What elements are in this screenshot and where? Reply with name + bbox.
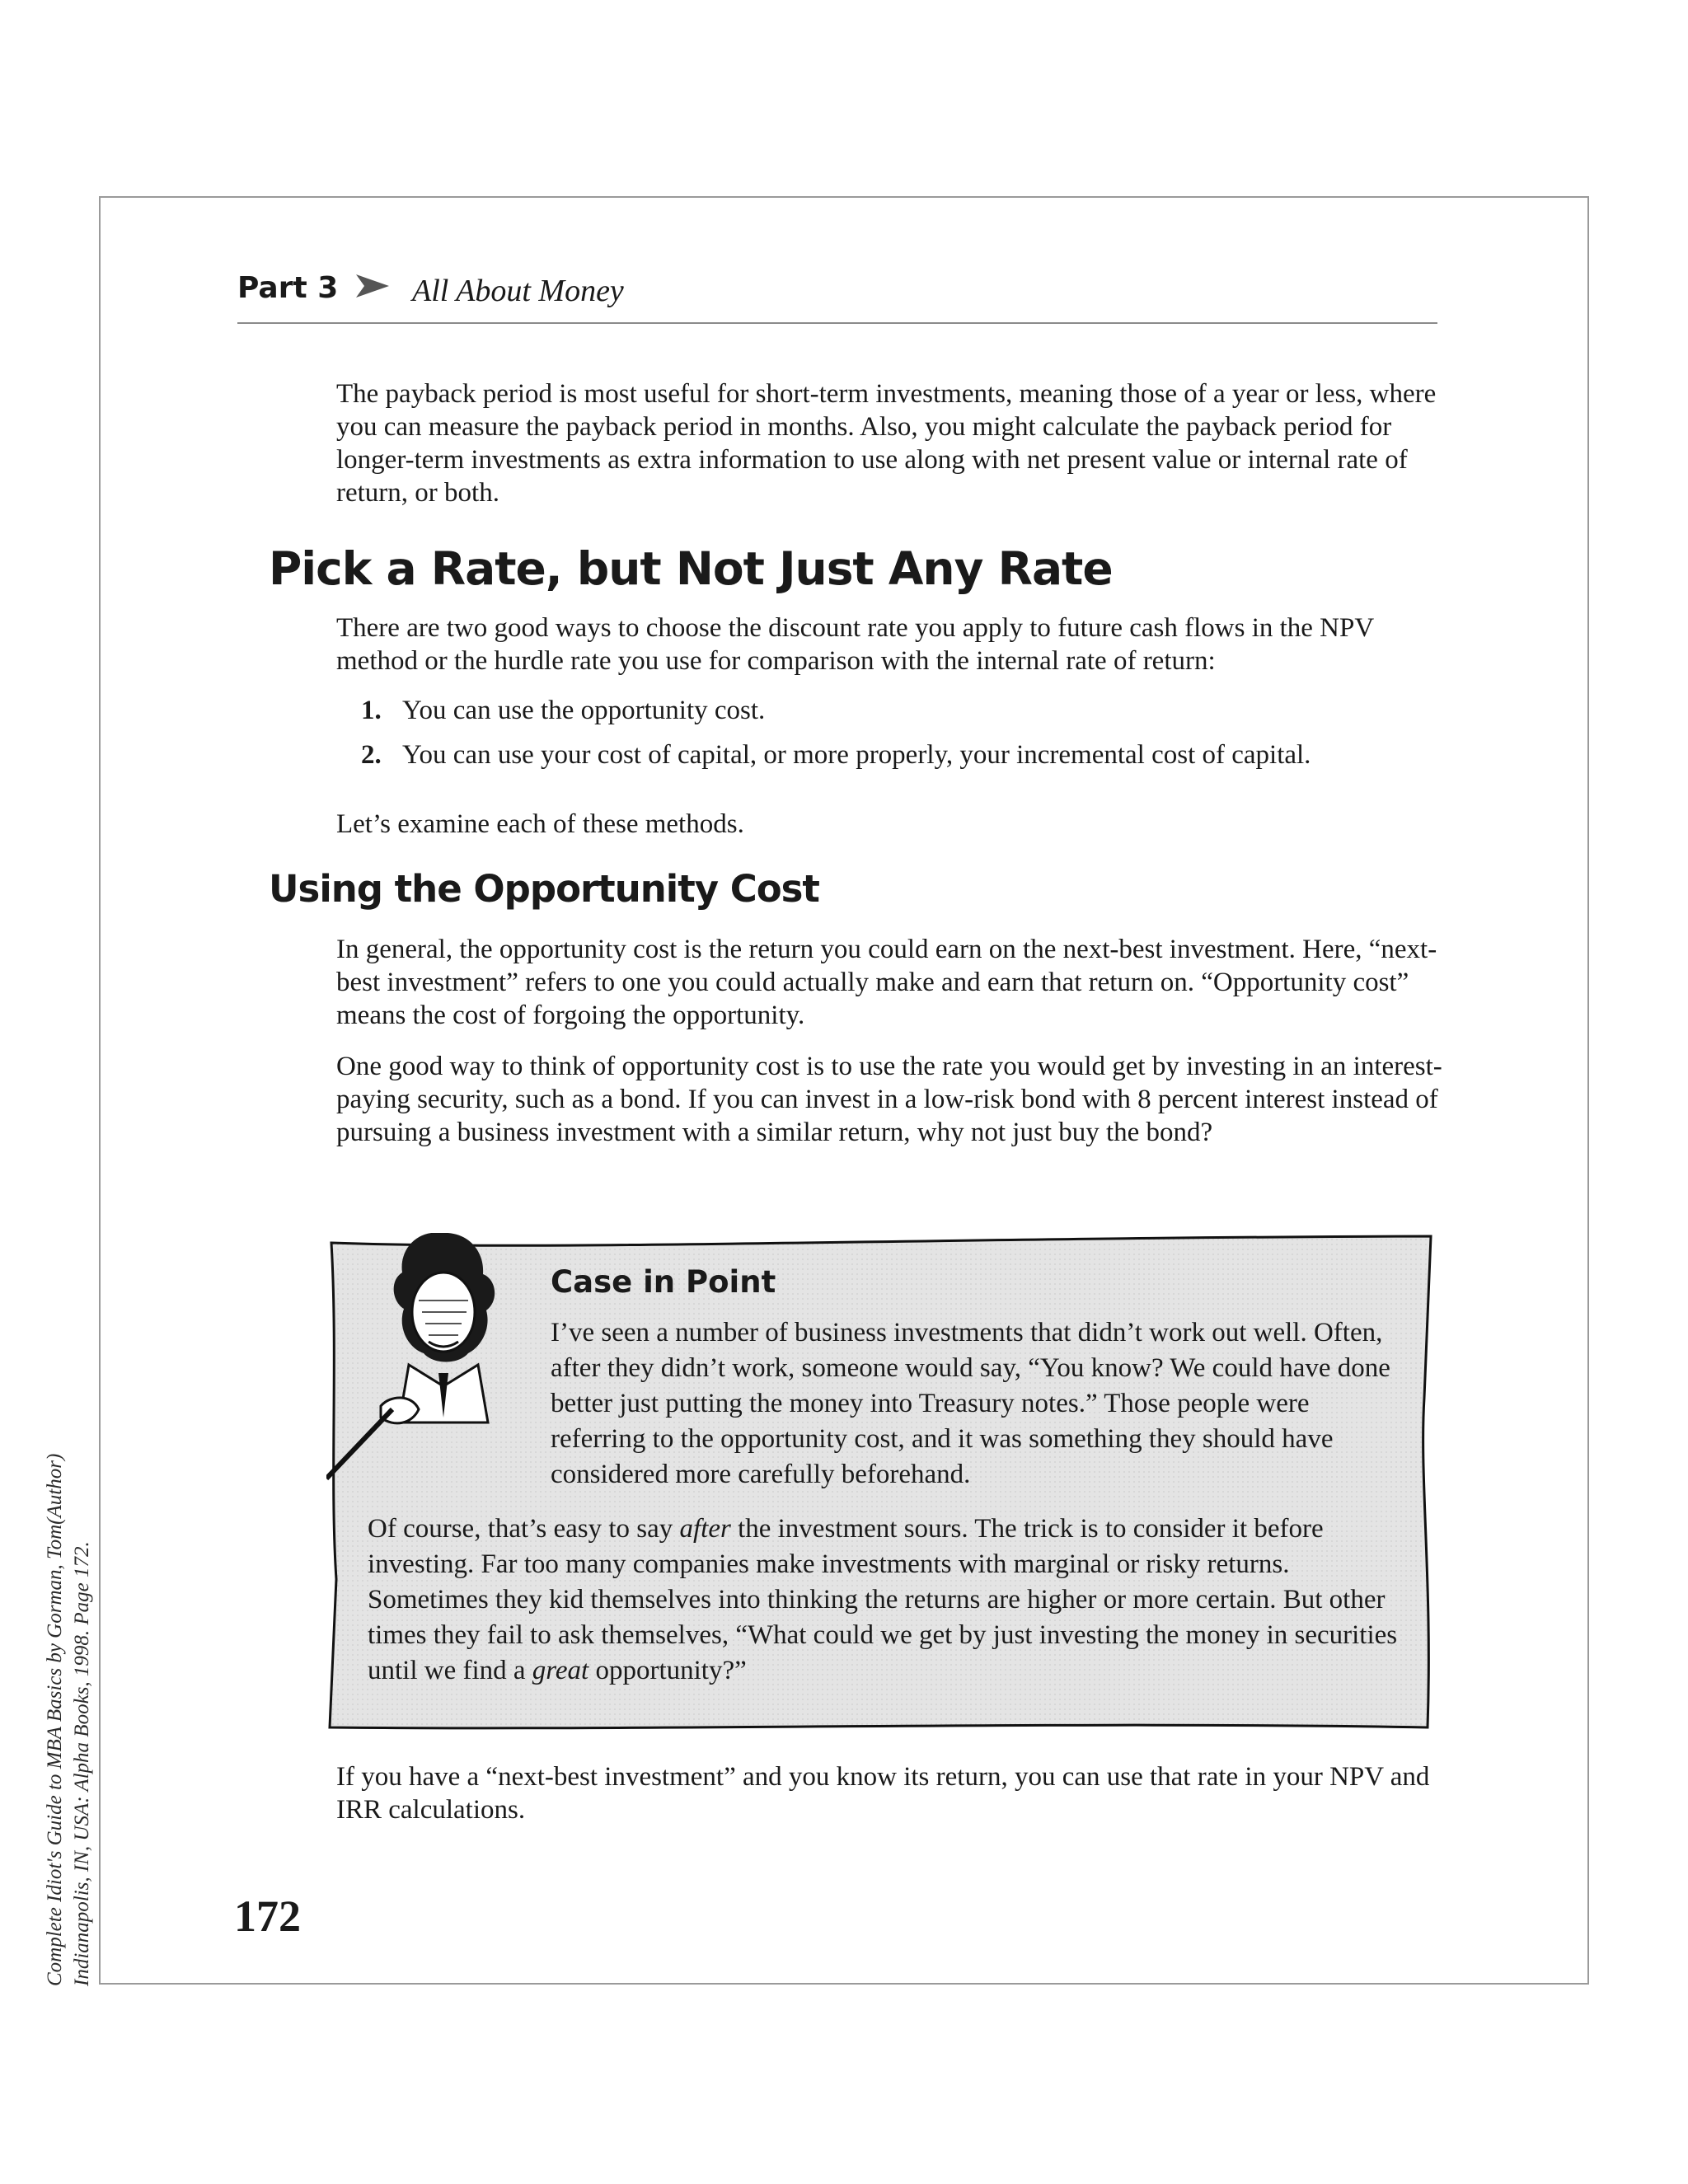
rate-options-list bbox=[361, 694, 1457, 783]
section2-paragraph-2: One good way to think of opportunity cost is to use the rate you would get by investing in an interest-paying security, such as a bond. If you can invest in a low-risk bond with 8 percent interest instead of pursuing a business investment with a similar return, why not just buy the bond? bbox=[336, 1052, 1442, 1147]
running-head bbox=[237, 268, 1437, 324]
sidebar-text-part: the investment sours. The trick is to consider it before investing. Far too many companies make investments with marginal or risky returns. Sometimes they kid themselves into thinking the returns are higher or more certain. But other times they fail to ask themselves, “What could we get by just investing the money in securities until we find a bbox=[368, 1514, 1398, 1685]
sidebar-title: Case in Point bbox=[551, 1264, 776, 1300]
list-text: You can use the opportunity cost. bbox=[402, 696, 766, 725]
list-number: 1. bbox=[361, 696, 382, 725]
professor-with-pointer-icon bbox=[326, 1233, 549, 1505]
emphasis-great: great bbox=[532, 1656, 589, 1685]
chapter-title: All About Money bbox=[412, 274, 624, 308]
sidebar-paragraph-1: I’ve seen a number of business investments that didn’t work out well. Often, after they didn’t work, someone would say, “You know? We could have done better just putting the money into Treasury notes.” Those people were referring to the opportunity cost, and it was something they should have considered more carefully beforehand. bbox=[551, 1318, 1390, 1489]
side-citation bbox=[41, 1454, 96, 1986]
final-paragraph: If you have a “next-best investment” and you know its return, you can use that rate in your NPV and IRR calculations. bbox=[336, 1762, 1430, 1825]
section2-paragraph-1: In general, the opportunity cost is the return you could earn on the next-best investment. Here, “next-best investment” refers to one you could actually make and earn that return on. “Opportunity cost” means the cost of forgoing the opportunity. bbox=[336, 935, 1437, 1030]
arrowhead-icon bbox=[354, 268, 392, 309]
case-in-point-sidebar bbox=[326, 1233, 1436, 1734]
list-text: You can use your cost of capital, or more properly, your incremental cost of capital. bbox=[402, 740, 1311, 770]
section1-closing: Let’s examine each of these methods. bbox=[336, 809, 744, 839]
sidebar-text-part: opportunity?” bbox=[588, 1656, 747, 1685]
list-number: 2. bbox=[361, 740, 382, 770]
list-item bbox=[361, 738, 1457, 771]
citation-line-2: Indianapolis, IN, USA: Alpha Books, 1998. Page 172. bbox=[71, 1541, 93, 1986]
sidebar-paragraph-2 bbox=[368, 1511, 1411, 1689]
emphasis-after: after bbox=[679, 1514, 731, 1544]
part-label: Part 3 bbox=[237, 271, 339, 305]
sidebar-text-part: Of course, that’s easy to say bbox=[368, 1514, 680, 1544]
citation-line-1: Complete Idiot's Guide to MBA Basics by Gorman, Tom(Author) bbox=[44, 1453, 66, 1986]
section-heading-pick-a-rate: Pick a Rate, but Not Just Any Rate bbox=[269, 542, 1113, 595]
section1-paragraph: There are two good ways to choose the discount rate you apply to future cash flows in the NPV method or the hurdle rate you use for comparison with the internal rate of return: bbox=[336, 613, 1374, 676]
intro-paragraph: The payback period is most useful for short-term investments, meaning those of a year or less, where you can measure the payback period in months. Also, you might calculate the payback period for longer-term investments as extra information to use along with net present value or internal rate of return, or both. bbox=[336, 379, 1437, 508]
list-item bbox=[361, 694, 1457, 727]
page-number: 172 bbox=[234, 1891, 301, 1941]
section-heading-opportunity-cost: Using the Opportunity Cost bbox=[269, 867, 819, 911]
